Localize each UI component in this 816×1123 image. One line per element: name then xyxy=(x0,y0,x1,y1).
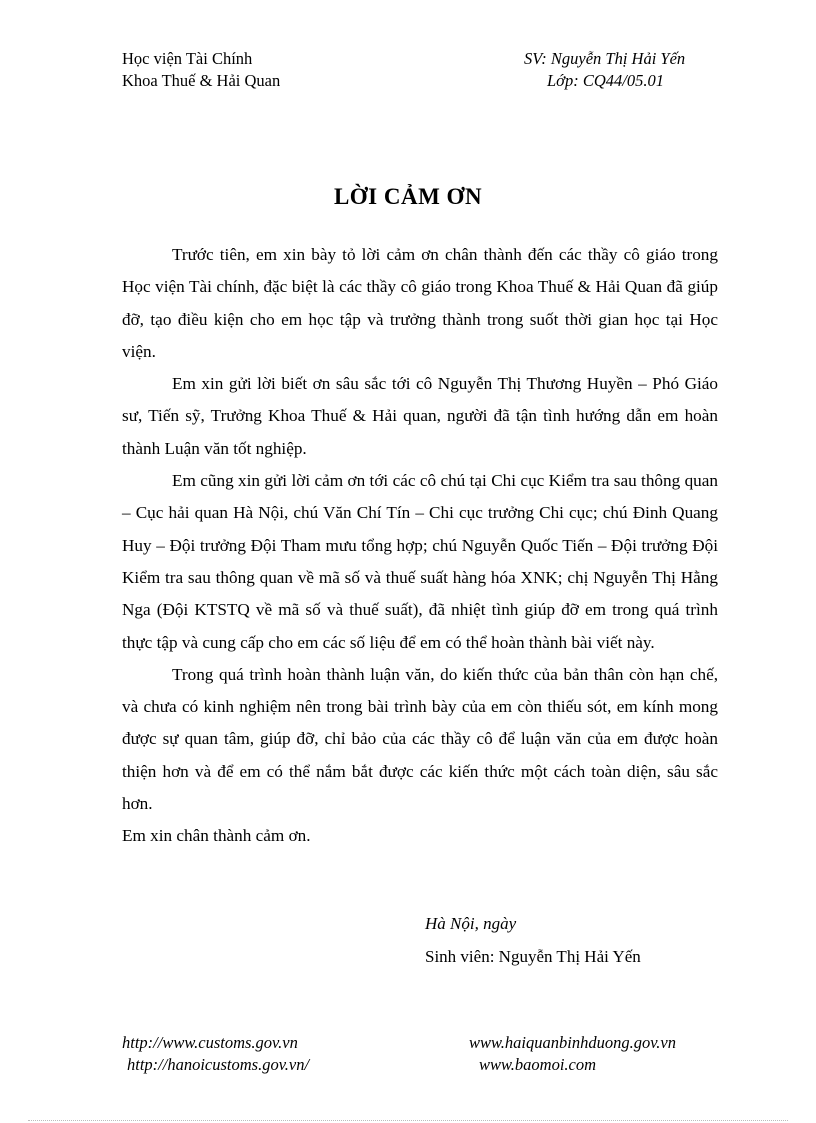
header-faculty: Khoa Thuế & Hải Quan xyxy=(122,71,281,90)
body-text xyxy=(122,239,718,853)
footer-link-customs[interactable]: http://www.customs.gov.vn xyxy=(122,1033,298,1052)
footer-link-haiquanbinhduong[interactable]: www.haiquanbinhduong.gov.vn xyxy=(469,1033,677,1052)
footer-link-hanoicustoms[interactable]: http://hanoicustoms.gov.vn/ xyxy=(127,1055,310,1074)
header-class: Lớp: CQ44/05.01 xyxy=(547,71,664,90)
page-bottom-border xyxy=(28,1120,788,1121)
footer-link-baomoi[interactable]: www.baomoi.com xyxy=(479,1055,597,1074)
page-title: LỜI CẢM ƠN xyxy=(333,184,483,209)
closing-line: Em xin chân thành cảm ơn. xyxy=(122,826,311,846)
paragraph: Em xin gửi lời biết ơn sâu sắc tới cô Nguyễn Thị Thương Huyền – Phó Giáo sư, Tiến sỹ, Trưởng Khoa Thuế & Hải quan, người đã tận tình hướng dẫn em hoàn thành Luận văn tốt nghiệp. xyxy=(122,374,718,458)
paragraph: Trước tiên, em xin bày tỏ lời cảm ơn chân thành đến các thầy cô giáo trong Học viện Tài chính, đặc biệt là các thầy cô giáo trong Khoa Thuế & Hải Quan đã giúp đỡ, tạo điều kiện cho em học tập và trưởng thành trong suốt thời gian học tại Học viện. xyxy=(122,245,718,361)
place-date: Hà Nội, ngày xyxy=(425,914,517,933)
paragraph: Trong quá trình hoàn thành luận văn, do kiến thức của bản thân còn hạn chế, và chưa có kinh nghiệm nên trong bài trình bày của em còn thiếu sót, em kính mong được sự quan tâm, giúp đỡ, chỉ bảo của các thầy cô để luận văn của em được hoàn thiện hơn và để em có thể nắm bắt được các kiến thức một cách toàn diện, sâu sắc hơn. xyxy=(122,664,718,814)
signature-student: Sinh viên: Nguyễn Thị Hải Yến xyxy=(425,947,641,966)
header-student-name: SV: Nguyễn Thị Hải Yến xyxy=(524,49,686,68)
header-institution: Học viện Tài Chính xyxy=(122,49,253,68)
paragraph: Em cũng xin gửi lời cảm ơn tới các cô chú tại Chi cục Kiểm tra sau thông quan – Cục hải quan Hà Nội, chú Văn Chí Tín – Chi cục trưởng Chi cục; chú Đinh Quang Huy – Đội trưởng Đội Tham mưu tổng hợp; chú Nguyễn Quốc Tiến – Đội trưởng Đội Kiểm tra sau thông quan về mã số và thuế suất hàng hóa XNK; chị Nguyễn Thị Hằng Nga (Đội KTSTQ về mã số và thuế suất), đã nhiệt tình giúp đỡ em trong quá trình thực tập và cung cấp cho em các số liệu để em có thể hoàn thành bài viết này. xyxy=(122,471,718,652)
